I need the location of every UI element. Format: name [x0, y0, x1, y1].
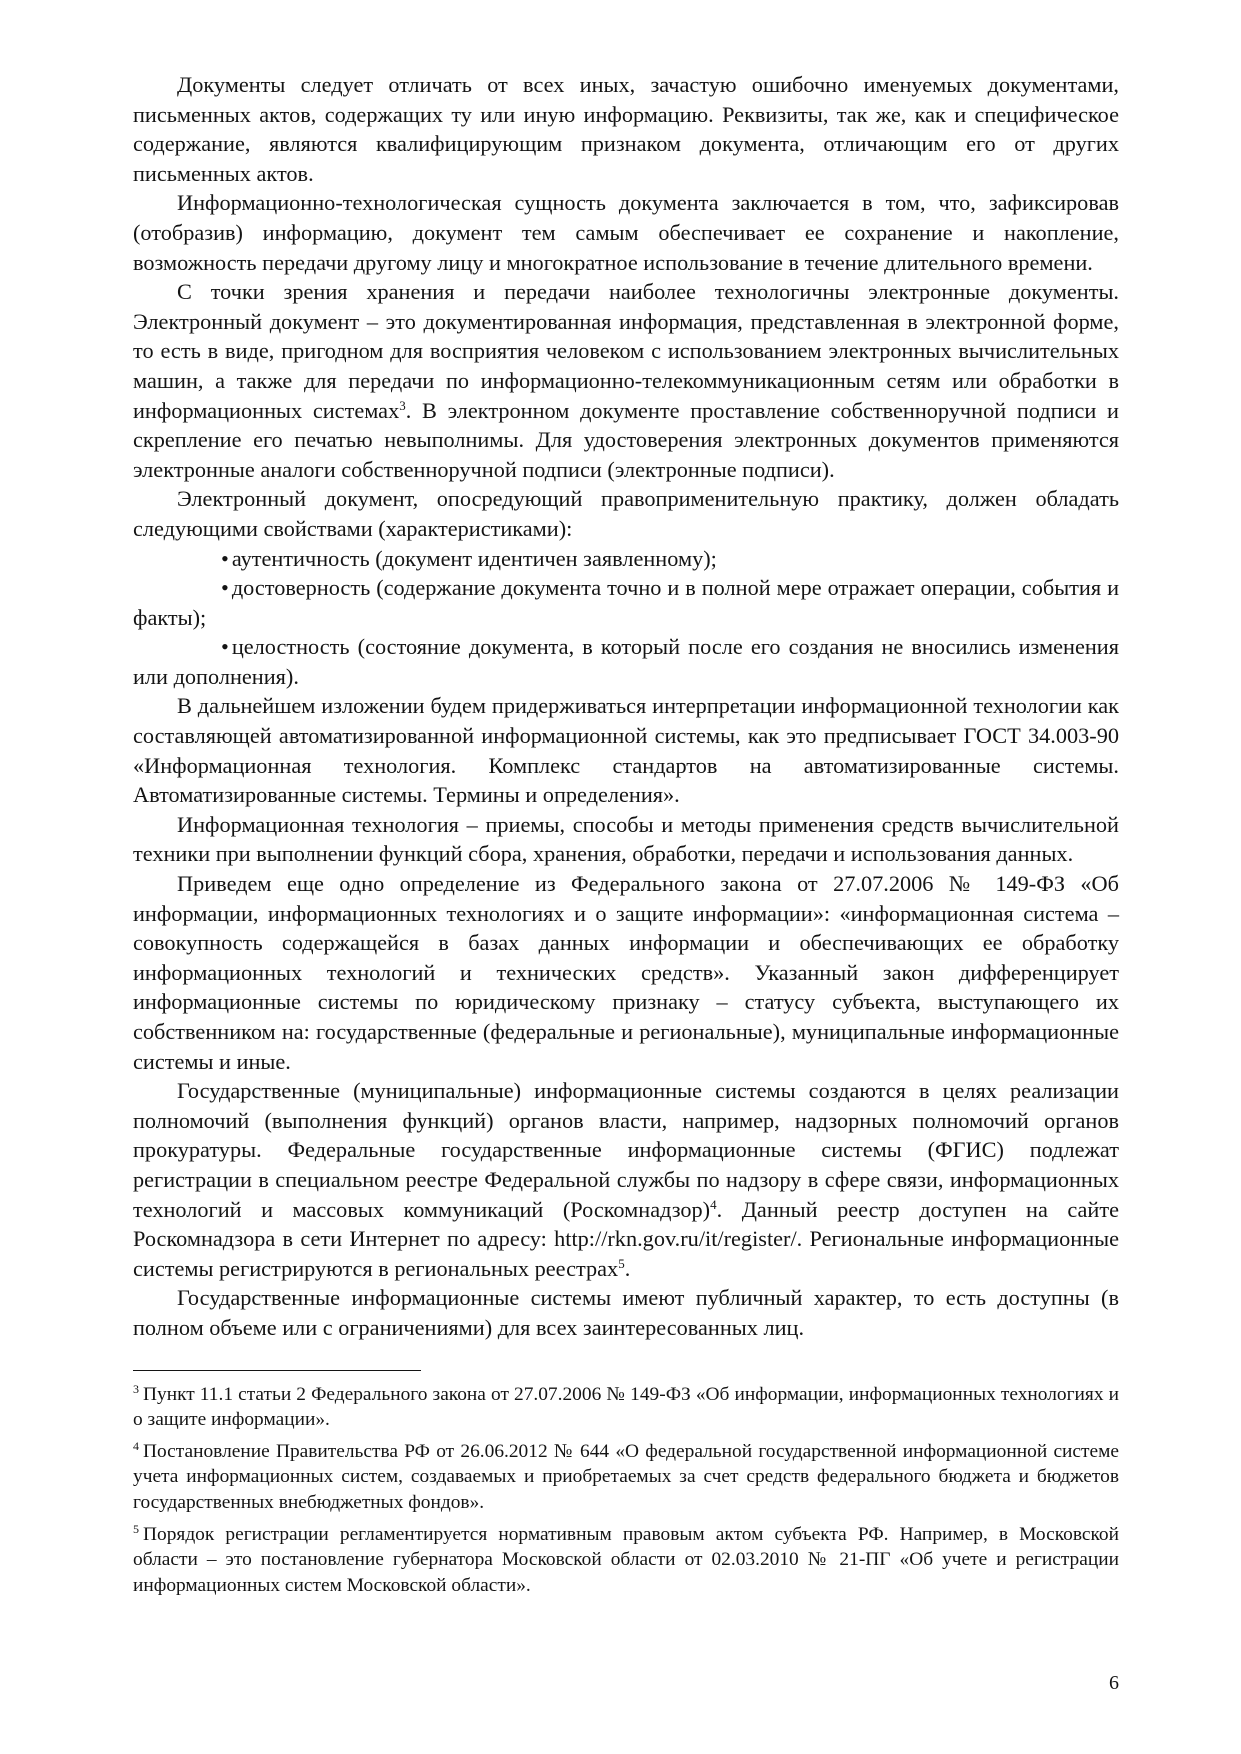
document-page	[133, 70, 1119, 1730]
footnote	[133, 1522, 1119, 1599]
paragraph-text: С точки зрения хранения и передачи наиболее технологичны электронные документы. Электронный документ – это документированная информация, представленная в электронной форме, то есть в виде, пригодном для восприятия человеком с использованием электронных вычислительных машин, а также для передачи по информационно-телекоммуникационным сетям или обработки в информационных системах	[133, 279, 1119, 423]
bullet-icon: •	[221, 634, 229, 660]
paragraph-text: . В электронном документе проставление собственноручной подписи и скрепление его печатью невыполнимы. Для удостоверения электронных документов применяются электронные аналоги собственноручной подписи (электронные подписи).	[133, 397, 1119, 482]
page-number: 6	[1109, 1672, 1119, 1694]
paragraph-text: Государственные (муниципальные) информационные системы создаются в целях реализации полномочий (выполнения функций) органов власти, например, надзорных полномочий органов прокуратуры. Федеральные государственные информационные системы (ФГИС) подлежат регистрации в специальном реестре Федеральной службы по надзору в сфере связи, информационных технологий и массовых коммуникаций (Роскомнадзор)	[133, 1078, 1119, 1222]
footnote-divider	[133, 1370, 421, 1371]
bullet-item	[133, 632, 1119, 691]
bullet-item	[133, 573, 1119, 632]
paragraph: Информационная технология – приемы, способы и методы применения средств вычислительной техники при выполнении функций сбора, хранения, обработки, передачи и использования данных.	[133, 811, 1119, 867]
paragraph: В дальнейшем изложении будем придерживаться интерпретации информационной технологии как составляющей автоматизированной информационной системы, как это предписывает ГОСТ 34.003-90 «Информационная технология. Комплекс стандартов на автоматизированные системы. Автоматизированные системы. Термины и определения».	[133, 693, 1119, 808]
paragraph: Приведем еще одно определение из Федерального закона от 27.07.2006 № 149-ФЗ «Об информации, информационных технологиях и о защите информации»: «информационная система – совокупность содержащейся в базах данных информации и обеспечивающих ее обработку информационных технологий и технических средств». Указанный закон дифференцирует информационные системы по юридическому признаку – статусу субъекта, выступающего их собственником на: государственные (федеральные и региональные), муниципальные информационные системы и иные.	[133, 871, 1119, 1074]
footnote	[133, 1439, 1119, 1516]
bullet-icon: •	[221, 575, 229, 601]
footnote-ref[interactable]: 3	[399, 397, 406, 413]
paragraph: Государственные информационные системы имеют публичный характер, то есть доступны (в полном объеме или с ограничениями) для всех заинтересованных лиц.	[133, 1285, 1119, 1340]
paragraph: Электронный документ, опосредующий правоприменительную практику, должен обладать следующими свойствами (характеристиками):	[133, 486, 1119, 541]
bullet-item	[133, 544, 1119, 574]
bullet-text: аутентичность (документ идентичен заявленному);	[231, 545, 717, 571]
bullet-text: целостность (состояние документа, в который после его создания не вносились изменения или дополнения).	[133, 634, 1119, 689]
body-text	[133, 70, 1119, 1343]
bullet-text: достоверность (содержание документа точно и в полной мере отражает операции, события и факты);	[133, 575, 1119, 630]
paragraph	[133, 277, 1119, 484]
footnote-ref[interactable]: 5	[618, 1255, 625, 1271]
paragraph: Информационно-технологическая сущность документа заключается в том, что, зафиксировав (отобразив) информацию, документ тем самым обеспечивает ее сохранение и накопление, возможность передачи другому лицу и многократное использование в течение длительного времени.	[133, 190, 1119, 275]
paragraph: Документы следует отличать от всех иных, зачастую ошибочно именуемых документами, письменных актов, содержащих ту или иную информацию. Реквизиты, так же, как и специфическое содержание, являются квалифицирующим признаком документа, отличающим его от других письменных актов.	[133, 72, 1119, 186]
paragraph-text: .	[624, 1255, 631, 1281]
footnote-ref[interactable]: 4	[710, 1196, 717, 1212]
footnote	[133, 1382, 1119, 1433]
footnote-number: 4	[133, 1438, 139, 1453]
paragraph-text: . Данный реестр доступен на сайте Роскомнадзора в сети Интернет по адресу: http://rkn.gov.ru/it/register/. Региональные информационные системы регистрируются в региональных реестрах	[133, 1196, 1119, 1281]
footnote-text: Пункт 11.1 статьи 2 Федерального закона от 27.07.2006 № 149-ФЗ «Об информации, информационных технологиях и о защите информации».	[133, 1383, 1119, 1431]
footnotes	[133, 1382, 1119, 1599]
bullet-icon: •	[221, 545, 229, 571]
footnote-text: Постановление Правительства РФ от 26.06.2012 № 644 «О федеральной государственной информационной системе учета информационных систем, создаваемых и приобретаемых за счет средств федерального бюджета и бюджетов государственных внебюджетных фондов».	[133, 1440, 1119, 1513]
footnote-text: Порядок регистрации регламентируется нормативным правовым актом субъекта РФ. Например, в Московской области – это постановление губернатора Московской области от 02.03.2010 № 21-ПГ «Об учете и регистрации информационных систем Московской области».	[133, 1523, 1119, 1596]
footnote-number: 3	[133, 1381, 139, 1396]
footnote-number: 5	[133, 1521, 139, 1536]
paragraph	[133, 1076, 1119, 1283]
